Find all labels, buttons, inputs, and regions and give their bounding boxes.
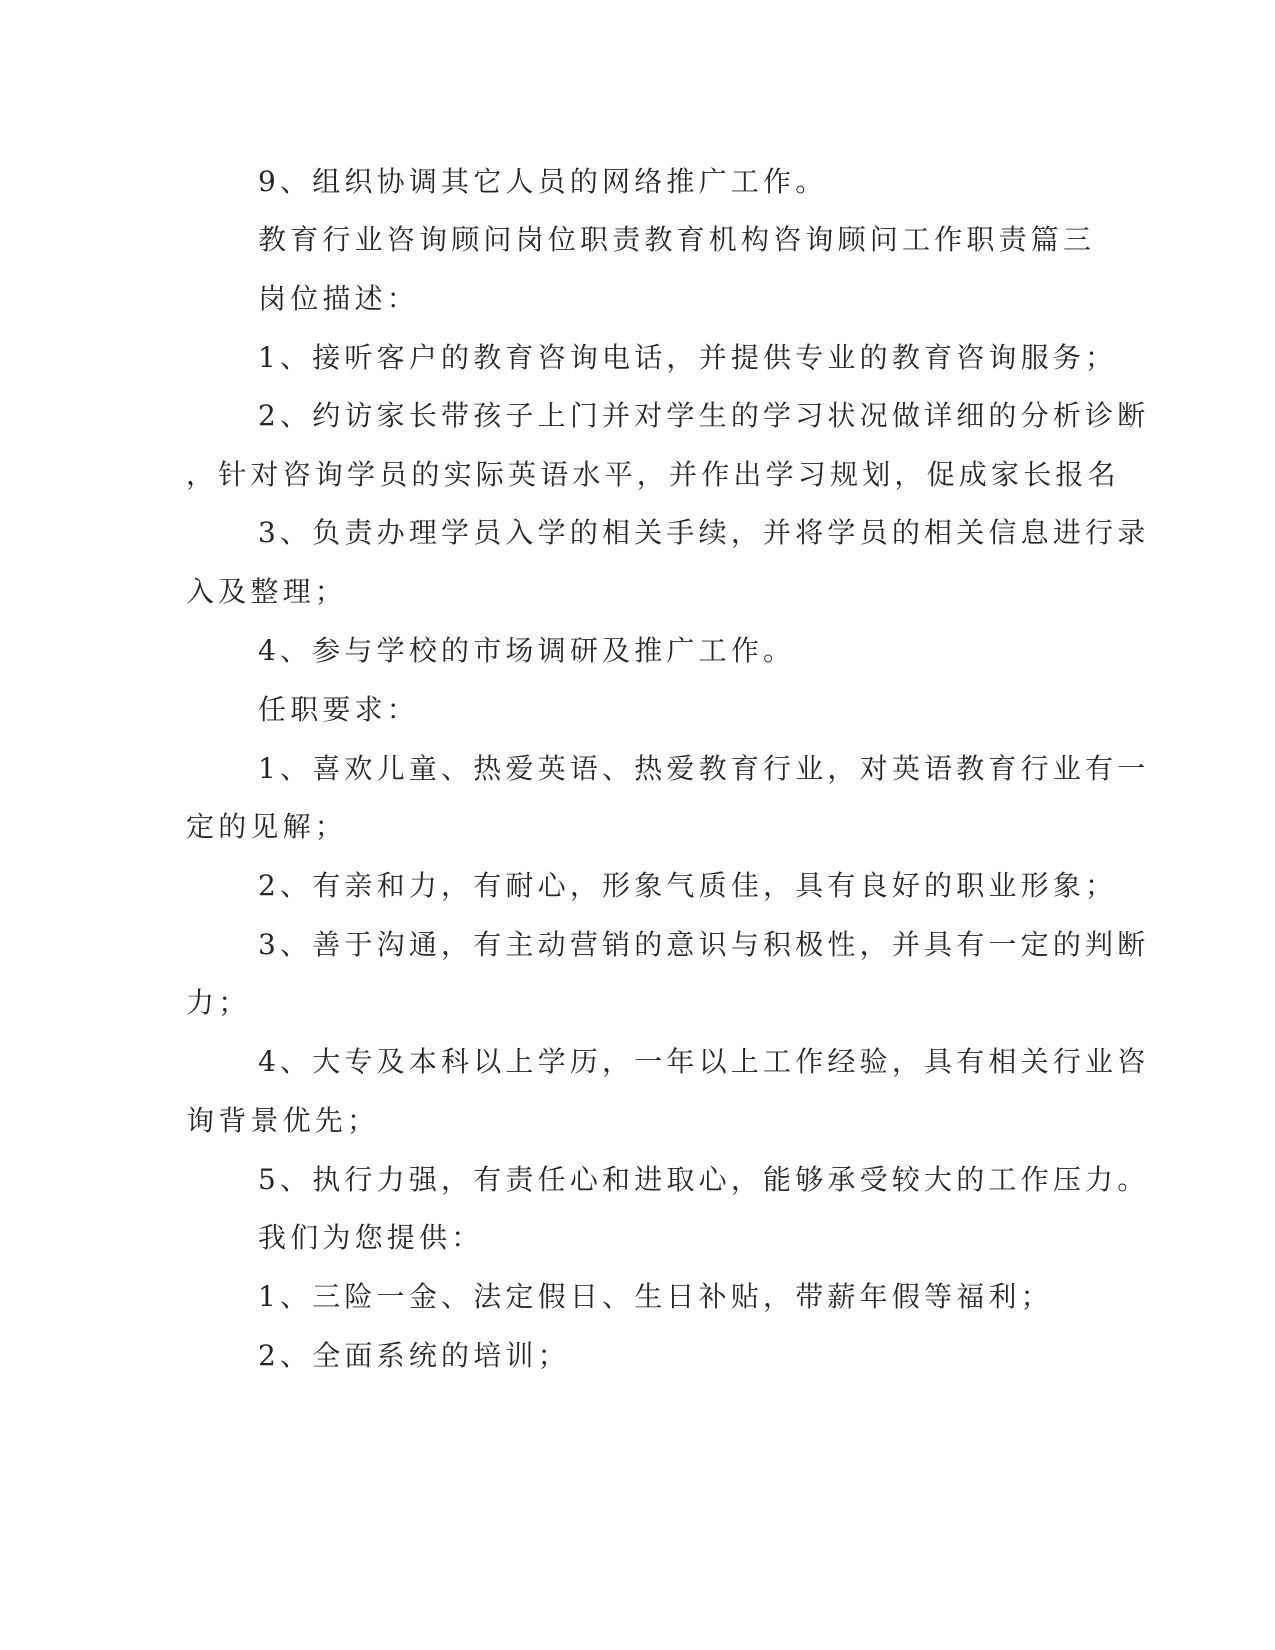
- paragraph-line: 3、善于沟通，有主动营销的意识与积极性，并具有一定的判断: [258, 928, 1150, 961]
- subheading-job-description: 岗位描述：: [258, 282, 420, 315]
- paragraph-line: 2、全面系统的培训；: [258, 1339, 570, 1372]
- paragraph-line: 询背景优先；: [186, 1104, 380, 1137]
- section-heading: 教育行业咨询顾问岗位职责教育机构咨询顾问工作职责篇三: [258, 223, 1096, 256]
- paragraph-line: 2、约访家长带孩子上门并对学生的学习状况做详细的分析诊断: [258, 399, 1150, 432]
- paragraph-line: 1、三险一金、法定假日、生日补贴，带薪年假等福利；: [258, 1280, 1053, 1313]
- paragraph-line: 1、接听客户的教育咨询电话，并提供专业的教育咨询服务；: [258, 341, 1118, 374]
- paragraph-line: 1、喜欢儿童、热爱英语、热爱教育行业，对英语教育行业有一: [258, 752, 1150, 785]
- paragraph-line: 力；: [186, 986, 251, 1019]
- paragraph-line: 4、参与学校的市场调研及推广工作。: [258, 634, 796, 667]
- paragraph-line: 入及整理；: [186, 575, 348, 608]
- paragraph-line: 9、组织协调其它人员的网络推广工作。: [258, 165, 828, 198]
- subheading-benefits: 我们为您提供：: [258, 1221, 484, 1254]
- paragraph-line: 定的见解；: [186, 810, 348, 843]
- paragraph-line: 5、执行力强，有责任心和进取心，能够承受较大的工作压力。: [258, 1163, 1150, 1196]
- paragraph-line: 4、大专及本科以上学历，一年以上工作经验，具有相关行业咨: [258, 1045, 1150, 1078]
- paragraph-line: 3、负责办理学员入学的相关手续，并将学员的相关信息进行录: [258, 516, 1150, 549]
- paragraph-line: ，针对咨询学员的实际英语水平，并作出学习规划，促成家长报名: [186, 458, 1120, 491]
- paragraph-line: 2、有亲和力，有耐心，形象气质佳，具有良好的职业形象；: [258, 869, 1118, 902]
- subheading-requirements: 任职要求：: [258, 693, 420, 726]
